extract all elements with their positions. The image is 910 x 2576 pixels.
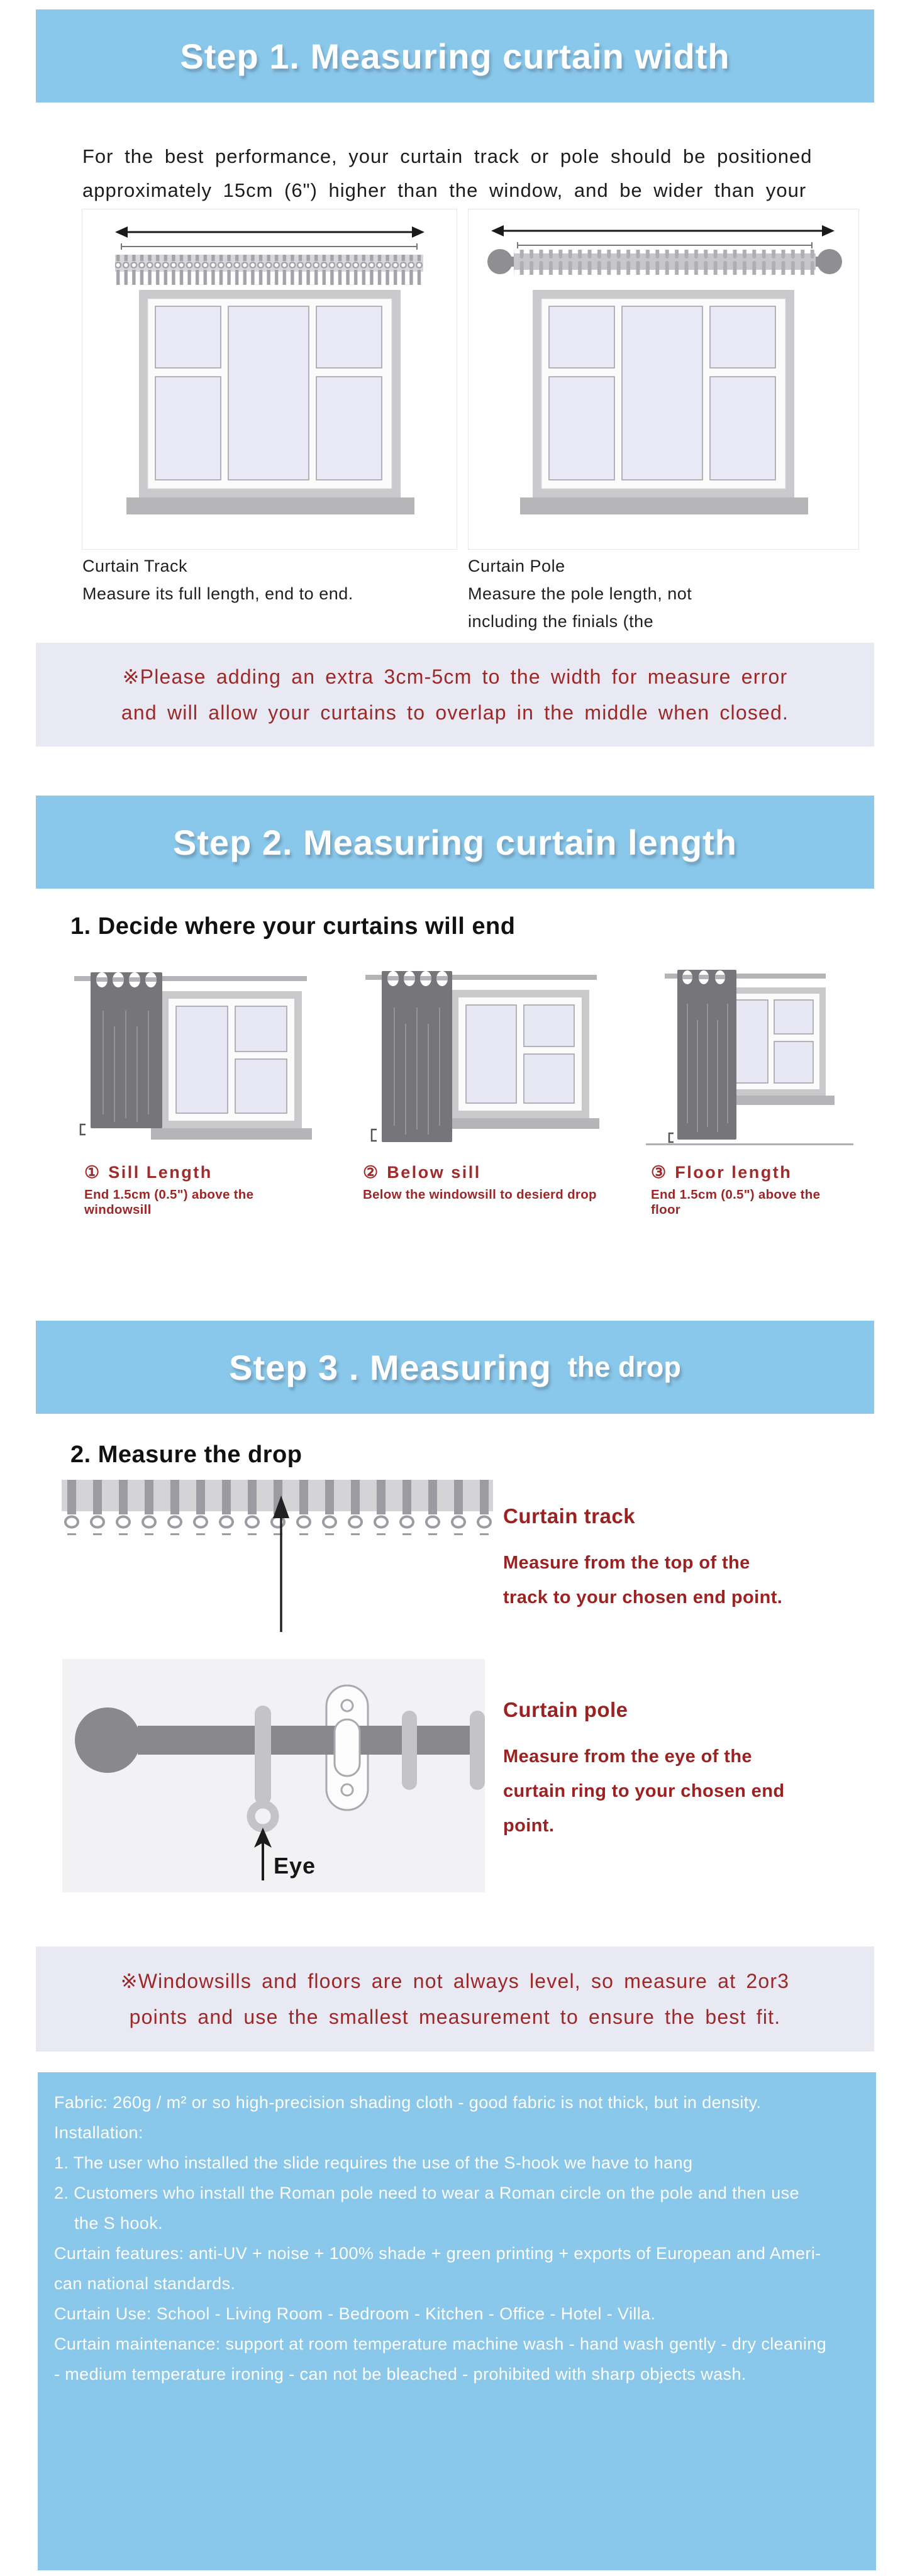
curtain-pole-caption [468, 552, 870, 635]
width-measure-note [36, 643, 874, 747]
step3-heading: 2. Measure the drop [70, 1441, 302, 1468]
level-measure-note [36, 1946, 874, 2051]
footer-fabric: Fabric: 260g / m² or so high-precision shading cloth - good fabric is not thick, but in density. [54, 2093, 762, 2112]
step2-banner [36, 796, 874, 889]
eye-label: Eye [274, 1853, 316, 1879]
step1-intro [82, 140, 887, 208]
bracket-front-cover [335, 1719, 360, 1776]
step3-banner-subtitle: the drop [567, 1351, 681, 1383]
step1-banner [36, 9, 874, 103]
option1-number: ① [84, 1163, 100, 1182]
product-details-footer [38, 2072, 876, 2570]
footer-maintenance-2: - medium temperature ironing - can not be bleached - prohibited with sharp objects wash. [54, 2365, 746, 2384]
step1-banner-title: Step 1. Measuring curtain width [180, 36, 730, 76]
step3-banner-title: Step 3 . Measuring [229, 1347, 552, 1387]
track-drop-diagram [60, 1478, 500, 1635]
measure-bracket [80, 1124, 86, 1135]
footer-installation: Installation: [54, 2123, 143, 2142]
step2-banner-title: Step 2. Measuring curtain length [172, 822, 738, 862]
footer-maintenance-1: Curtain maintenance: support at room temperature machine wash - hand wash gently - dry cleaning [54, 2334, 827, 2353]
width-arrow [115, 226, 424, 250]
window [520, 290, 808, 514]
curtain-pole-caption-desc2: including the finials (the [468, 612, 654, 631]
curtain-pole-caption-desc1: Measure the pole length, not [468, 584, 692, 603]
width-arrow [491, 225, 835, 248]
level-note-line1: ※Windowsills and floors are not always level, so measure at 2or3 [120, 1969, 790, 1992]
floor-length-illustration [646, 963, 853, 1152]
track-drop-desc [503, 1546, 880, 1615]
option3-number: ③ [651, 1163, 667, 1182]
below-sill-illustration [358, 963, 603, 1152]
footer-install-2: 2. Customers who install the Roman pole need to wear a Roman circle on the pole and then use [54, 2184, 799, 2202]
step1-intro-line1: For the best performance, your curtain track or pole should be positioned [82, 145, 813, 167]
pole-drop-desc-line3: point. [503, 1816, 555, 1836]
floor-length-caption [646, 1163, 853, 1218]
track-drop-desc-line1: Measure from the top of the [503, 1553, 750, 1573]
curtain-pole-window-diagram [469, 209, 858, 548]
step1-intro-line2: approximately 15cm (6") higher than the window, and be wider than your [82, 179, 807, 201]
option2-number: ② [363, 1163, 379, 1182]
floor-length-label-row [651, 1163, 853, 1182]
track-with-hooks [115, 255, 423, 285]
curtain-track-caption-title: Curtain Track [82, 557, 188, 575]
step2-heading: 1. Decide where your curtains will end [70, 913, 516, 940]
window [451, 990, 589, 1118]
curtain [677, 970, 736, 1140]
pole-drop-desc [503, 1740, 893, 1843]
option1-label: Sill Length [108, 1163, 213, 1182]
width-note-line2: and will allow your curtains to overlap in the middle when closed. [121, 701, 789, 724]
curtain-track-caption [82, 552, 460, 608]
windowsill [520, 497, 808, 514]
windowsill [126, 497, 414, 514]
option2-label: Below sill [387, 1163, 481, 1182]
footer-install-2b: the S hook. [74, 2214, 163, 2233]
below-sill-caption [358, 1163, 603, 1202]
window [161, 991, 302, 1128]
pole-drop-desc-line1: Measure from the eye of the [503, 1746, 752, 1767]
level-note-line2: points and use the smallest measurement to ensure the best fit. [129, 2005, 781, 2028]
pole-drop-desc-line2: curtain ring to your chosen end [503, 1781, 785, 1801]
footer-install-1: 1. The user who installed the slide requires the use of the S-hook we have to hang [54, 2153, 693, 2172]
option2-desc: Below the windowsill to desierd drop [363, 1187, 597, 1202]
curtain-track-window-diagram [82, 209, 457, 548]
sill-length-label-row [84, 1163, 323, 1182]
width-note-line1: ※Please adding an extra 3cm-5cm to the width for measure error [122, 665, 788, 688]
curtain-track-diagram-box [82, 209, 457, 550]
option1-desc: End 1.5cm (0.5") above the windowsill [84, 1187, 254, 1217]
pole-drop-title: Curtain pole [503, 1698, 628, 1721]
product-details-text [38, 2072, 876, 2389]
footer-features-1: Curtain features: anti-UV + noise + 100% shade + green printing + exports of European and Ameri- [54, 2244, 821, 2263]
sill-length-diagram [65, 963, 323, 1218]
option3-desc: End 1.5cm (0.5") above the floor [651, 1187, 821, 1217]
windowsill [151, 1128, 312, 1140]
below-sill-diagram [358, 963, 603, 1202]
step3-banner [36, 1321, 874, 1414]
option3-label: Floor length [675, 1163, 792, 1182]
measure-bracket [669, 1133, 674, 1142]
curtain-pole-diagram-box [468, 209, 859, 550]
ring-eye [251, 1804, 275, 1828]
pole-drop-panel [62, 1659, 485, 1892]
pole-with-rings [487, 249, 842, 275]
curtain [382, 971, 452, 1142]
curtain-track-caption-desc: Measure its full length, end to end. [82, 584, 353, 603]
footer-use: Curtain Use: School - Living Room - Bedroom - Kitchen - Office - Hotel - Villa. [54, 2304, 656, 2323]
sill-length-caption [65, 1163, 323, 1218]
window [126, 290, 414, 514]
below-sill-label-row [363, 1163, 603, 1182]
floor-length-diagram [646, 963, 853, 1218]
floor-line [646, 1143, 853, 1145]
footer-features-2: can national standards. [54, 2274, 236, 2293]
windowsill [441, 1118, 599, 1129]
up-arrow [273, 1496, 289, 1632]
track-drop-title: Curtain track [503, 1504, 636, 1528]
sill-length-illustration [65, 963, 323, 1152]
measure-bracket [372, 1130, 377, 1141]
track-drop-desc-line2: track to your chosen end point. [503, 1587, 783, 1607]
curtain [91, 972, 162, 1128]
curtain-pole-caption-title: Curtain Pole [468, 557, 565, 575]
